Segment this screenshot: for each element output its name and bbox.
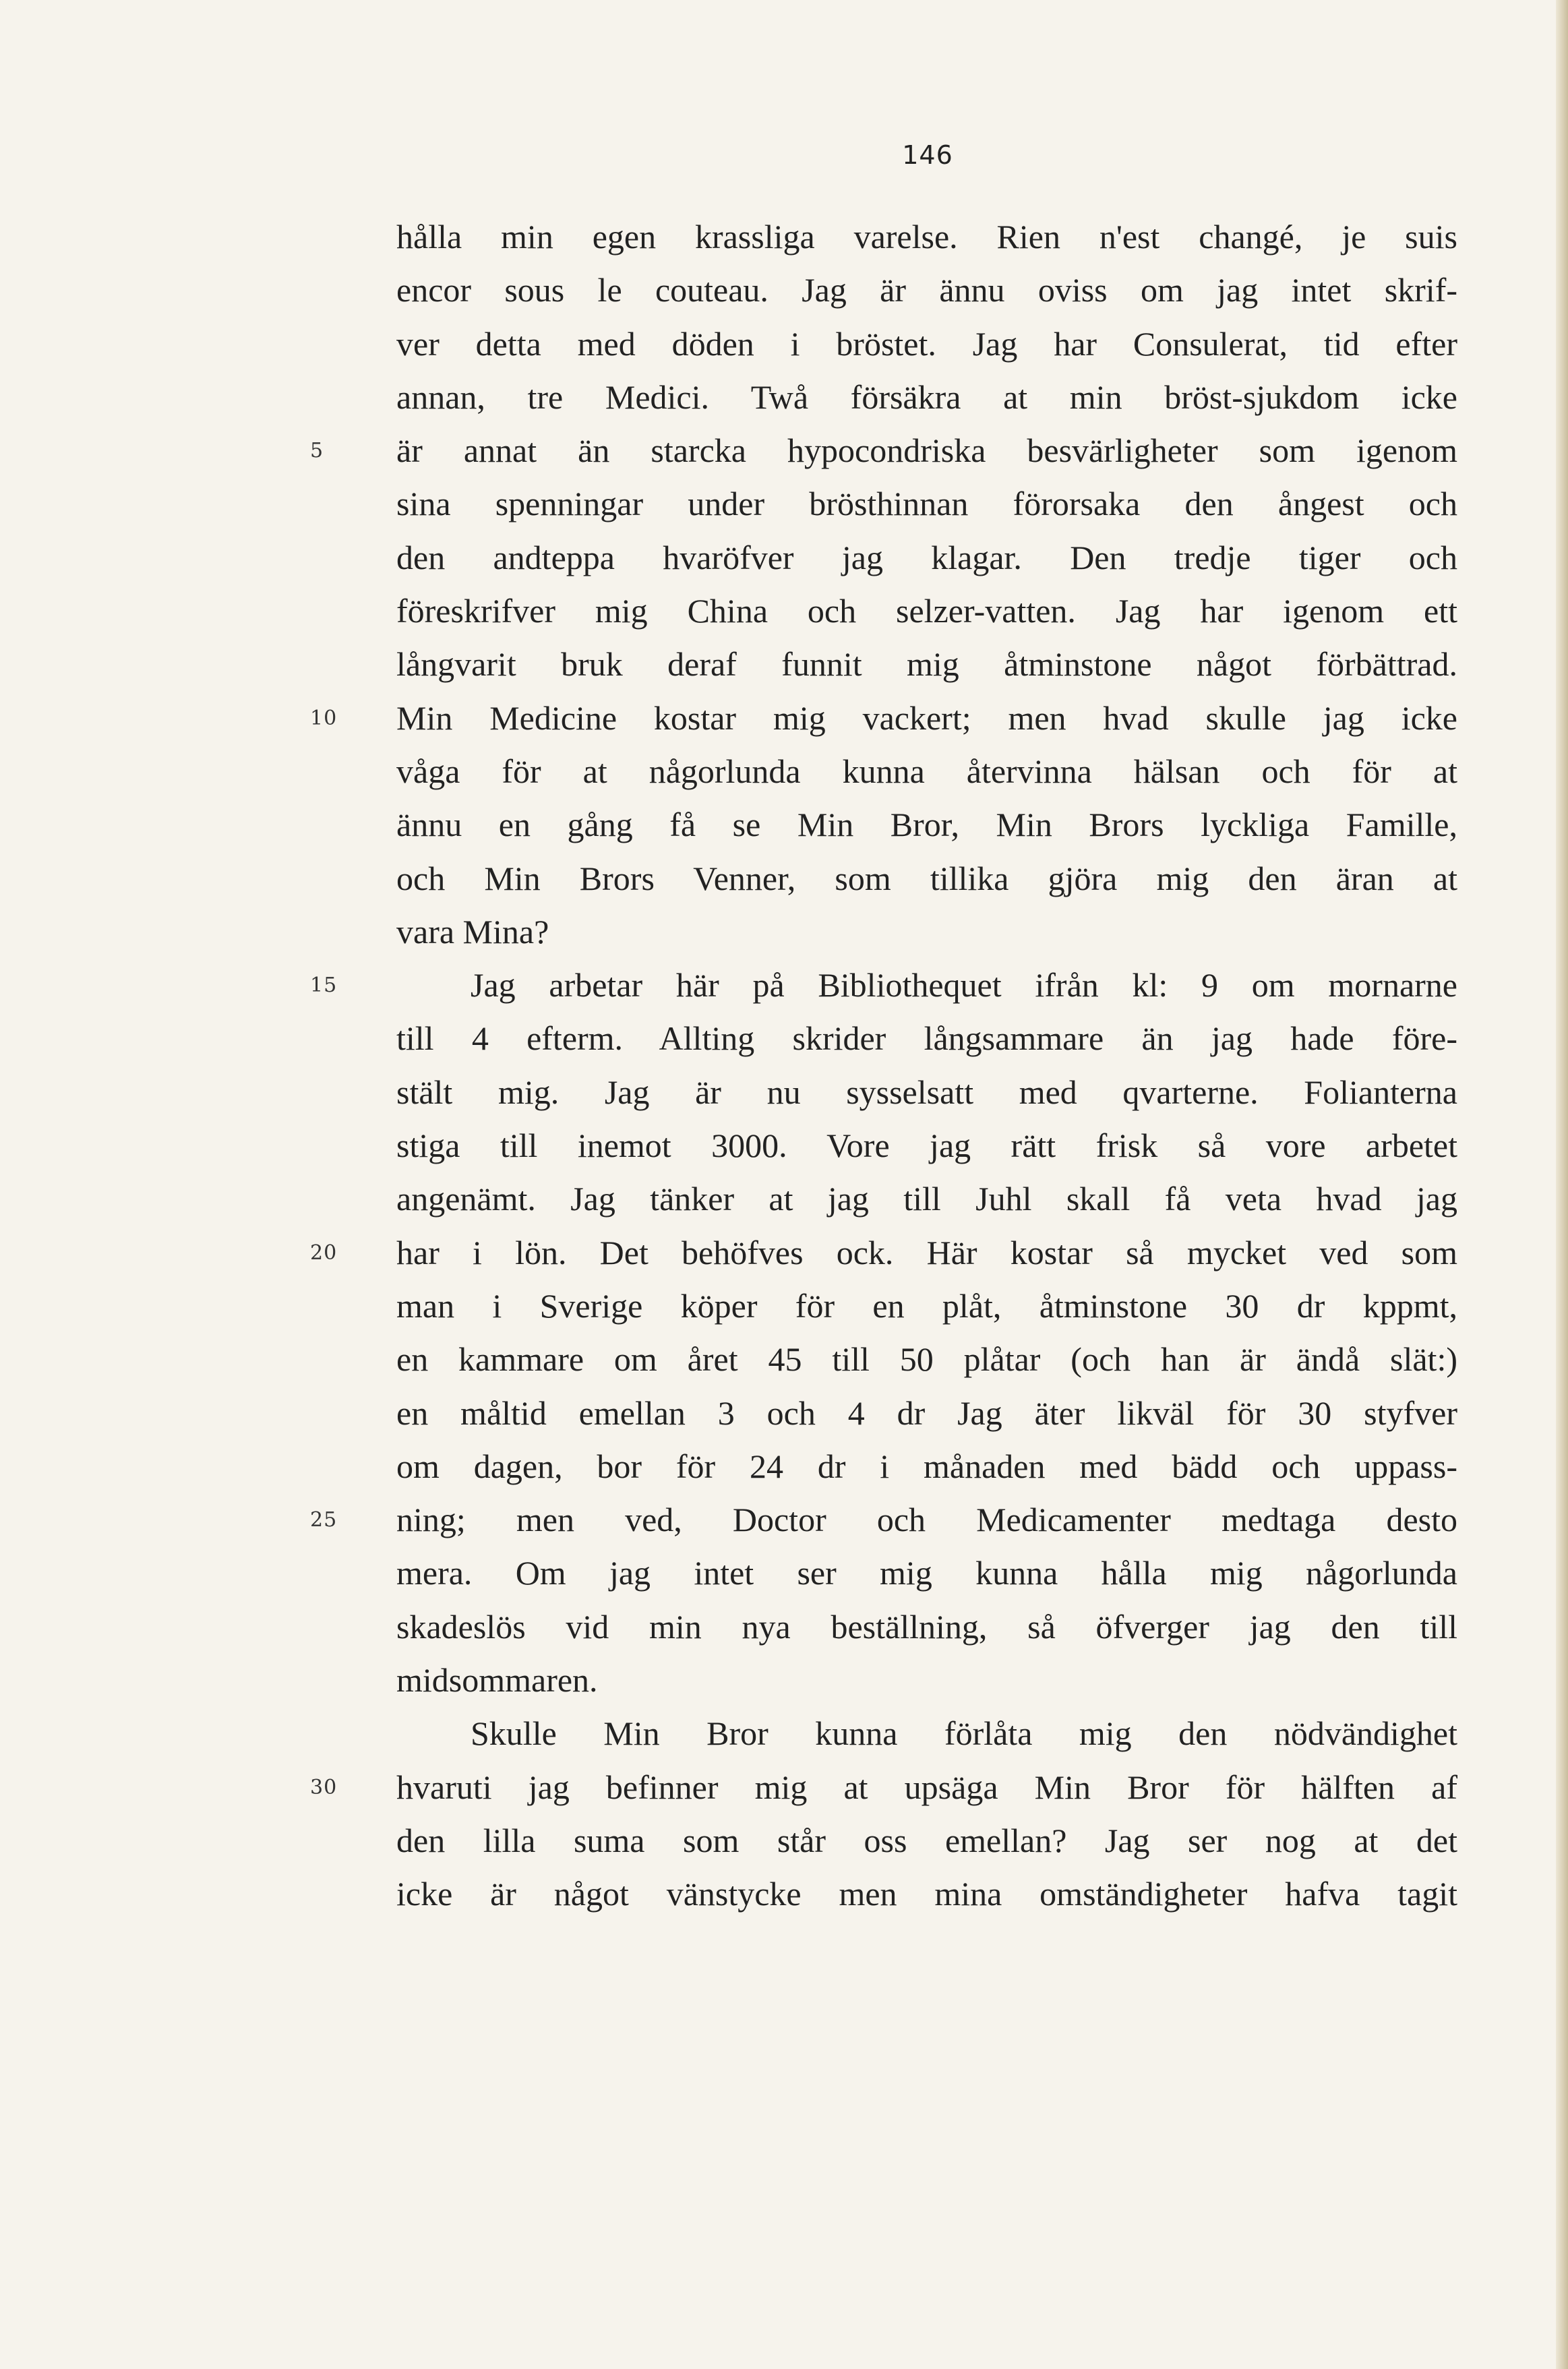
text-line (396, 210, 1457, 264)
line-text: den lilla suma som står oss emellan? Jag ser nog at det (396, 1821, 1457, 1859)
text-line (396, 1600, 1457, 1654)
text-line (396, 1654, 1457, 1707)
line-text: har i lön. Det behöfves ock. Här kostar så mycket ved som (396, 1233, 1457, 1271)
line-text: icke är något vänstycke men mina omständigheter hafva tagit (396, 1875, 1457, 1913)
line-text: den andteppa hvaröfver jag klagar. Den tredje tiger och (396, 538, 1457, 576)
line-text: man i Sverige köper för en plåt, åtminstone 30 dr kppmt, (396, 1286, 1457, 1325)
line-text: encor sous le couteau. Jag är ännu oviss om jag intet skrif- (396, 271, 1457, 309)
line-text: ver detta med döden i bröstet. Jag har Consulerat, tid efter (396, 324, 1457, 363)
text-line (396, 264, 1457, 317)
text-line (396, 371, 1457, 424)
line-text: våga för at någorlunda kunna återvinna hälsan och för at (396, 752, 1457, 790)
text-line (396, 1333, 1457, 1386)
line-text: ning; men ved, Doctor och Medicamenter medtaga desto (396, 1501, 1457, 1539)
text-line (396, 745, 1457, 798)
line-text: sina spenningar under brösthinnan förorsaka den ångest och (396, 485, 1457, 523)
text-line (396, 1814, 1457, 1867)
text-line (396, 318, 1457, 371)
text-line (310, 692, 1457, 745)
line-number: 20 (310, 1240, 338, 1265)
text-line (396, 905, 1457, 959)
text-line (396, 1280, 1457, 1333)
line-text: skadeslös vid min nya beställning, så öfverger jag den till (396, 1607, 1457, 1646)
line-text: stält mig. Jag är nu sysselsatt med qvarterne. Folianterna (396, 1073, 1457, 1111)
text-line (396, 1066, 1457, 1119)
text-line (310, 1226, 1457, 1280)
line-text: långvarit bruk deraf funnit mig åtminstone något förbättrad. (396, 645, 1457, 684)
text-line (396, 531, 1457, 584)
line-text: och Min Brors Venner, som tillika gjöra mig den äran at (396, 859, 1457, 897)
line-text: till 4 efterm. Allting skrider långsammare än jag hade före- (396, 1019, 1457, 1058)
line-text: Skulle Min Bror kunna förlåta mig den nödvändighet (471, 1714, 1457, 1753)
text-line (396, 1707, 1457, 1760)
text-line (396, 1440, 1457, 1493)
line-text: mera. Om jag intet ser mig kunna hålla mig någorlunda (396, 1554, 1457, 1592)
text-line (310, 424, 1457, 477)
line-number: 30 (310, 1775, 338, 1799)
text-line (396, 1012, 1457, 1065)
text-line (396, 798, 1457, 851)
line-number: 25 (310, 1508, 338, 1532)
line-text: hvaruti jag befinner mig at upsäga Min Bror för hälften af (396, 1768, 1457, 1806)
page-number: 146 (902, 140, 953, 170)
line-text: om dagen, bor för 24 dr i månaden med bädd och uppass- (396, 1447, 1457, 1485)
text-line (396, 1867, 1457, 1921)
line-text: Min Medicine kostar mig vackert; men hvad skulle jag icke (396, 698, 1457, 737)
text-line (396, 1547, 1457, 1600)
line-text: en kammare om året 45 till 50 plåtar (och han är ändå slät:) (396, 1340, 1457, 1379)
line-text: föreskrifver mig China och selzer-vatten. Jag har igenom ett (396, 592, 1457, 630)
line-text: vara Mina? (396, 912, 549, 951)
text-line (396, 584, 1457, 638)
line-text: ännu en gång få se Min Bror, Min Brors lyckliga Famille, (396, 806, 1457, 844)
line-text: annan, tre Medici. Twå försäkra at min bröst-sjukdom icke (396, 378, 1457, 416)
line-number: 10 (310, 706, 338, 730)
line-number: 5 (310, 439, 324, 463)
line-text: angenämt. Jag tänker at jag till Juhl skall få veta hvad jag (396, 1180, 1457, 1218)
text-line (396, 1119, 1457, 1172)
text-line (396, 1387, 1457, 1440)
line-text: stiga till inemot 3000. Vore jag rätt frisk så vore arbetet (396, 1127, 1457, 1165)
text-line (396, 1172, 1457, 1226)
line-number: 15 (310, 973, 338, 998)
text-line (396, 852, 1457, 905)
line-text: Jag arbetar här på Bibliothequet ifrån kl: 9 om mornarne (471, 966, 1457, 1004)
text-block (310, 210, 1457, 1921)
text-line (310, 959, 1457, 1012)
page-edge (1556, 0, 1568, 2369)
text-line (310, 1761, 1457, 1814)
line-text: hålla min egen krassliga varelse. Rien n'est changé, je suis (396, 218, 1457, 256)
line-text: midsommaren. (396, 1661, 598, 1700)
line-text: är annat än starcka hypocondriska besvärligheter som igenom (396, 431, 1457, 470)
text-line (310, 1493, 1457, 1547)
text-line (396, 638, 1457, 691)
text-line (396, 477, 1457, 531)
line-text: en måltid emellan 3 och 4 dr Jag äter likväl för 30 styfver (396, 1393, 1457, 1432)
